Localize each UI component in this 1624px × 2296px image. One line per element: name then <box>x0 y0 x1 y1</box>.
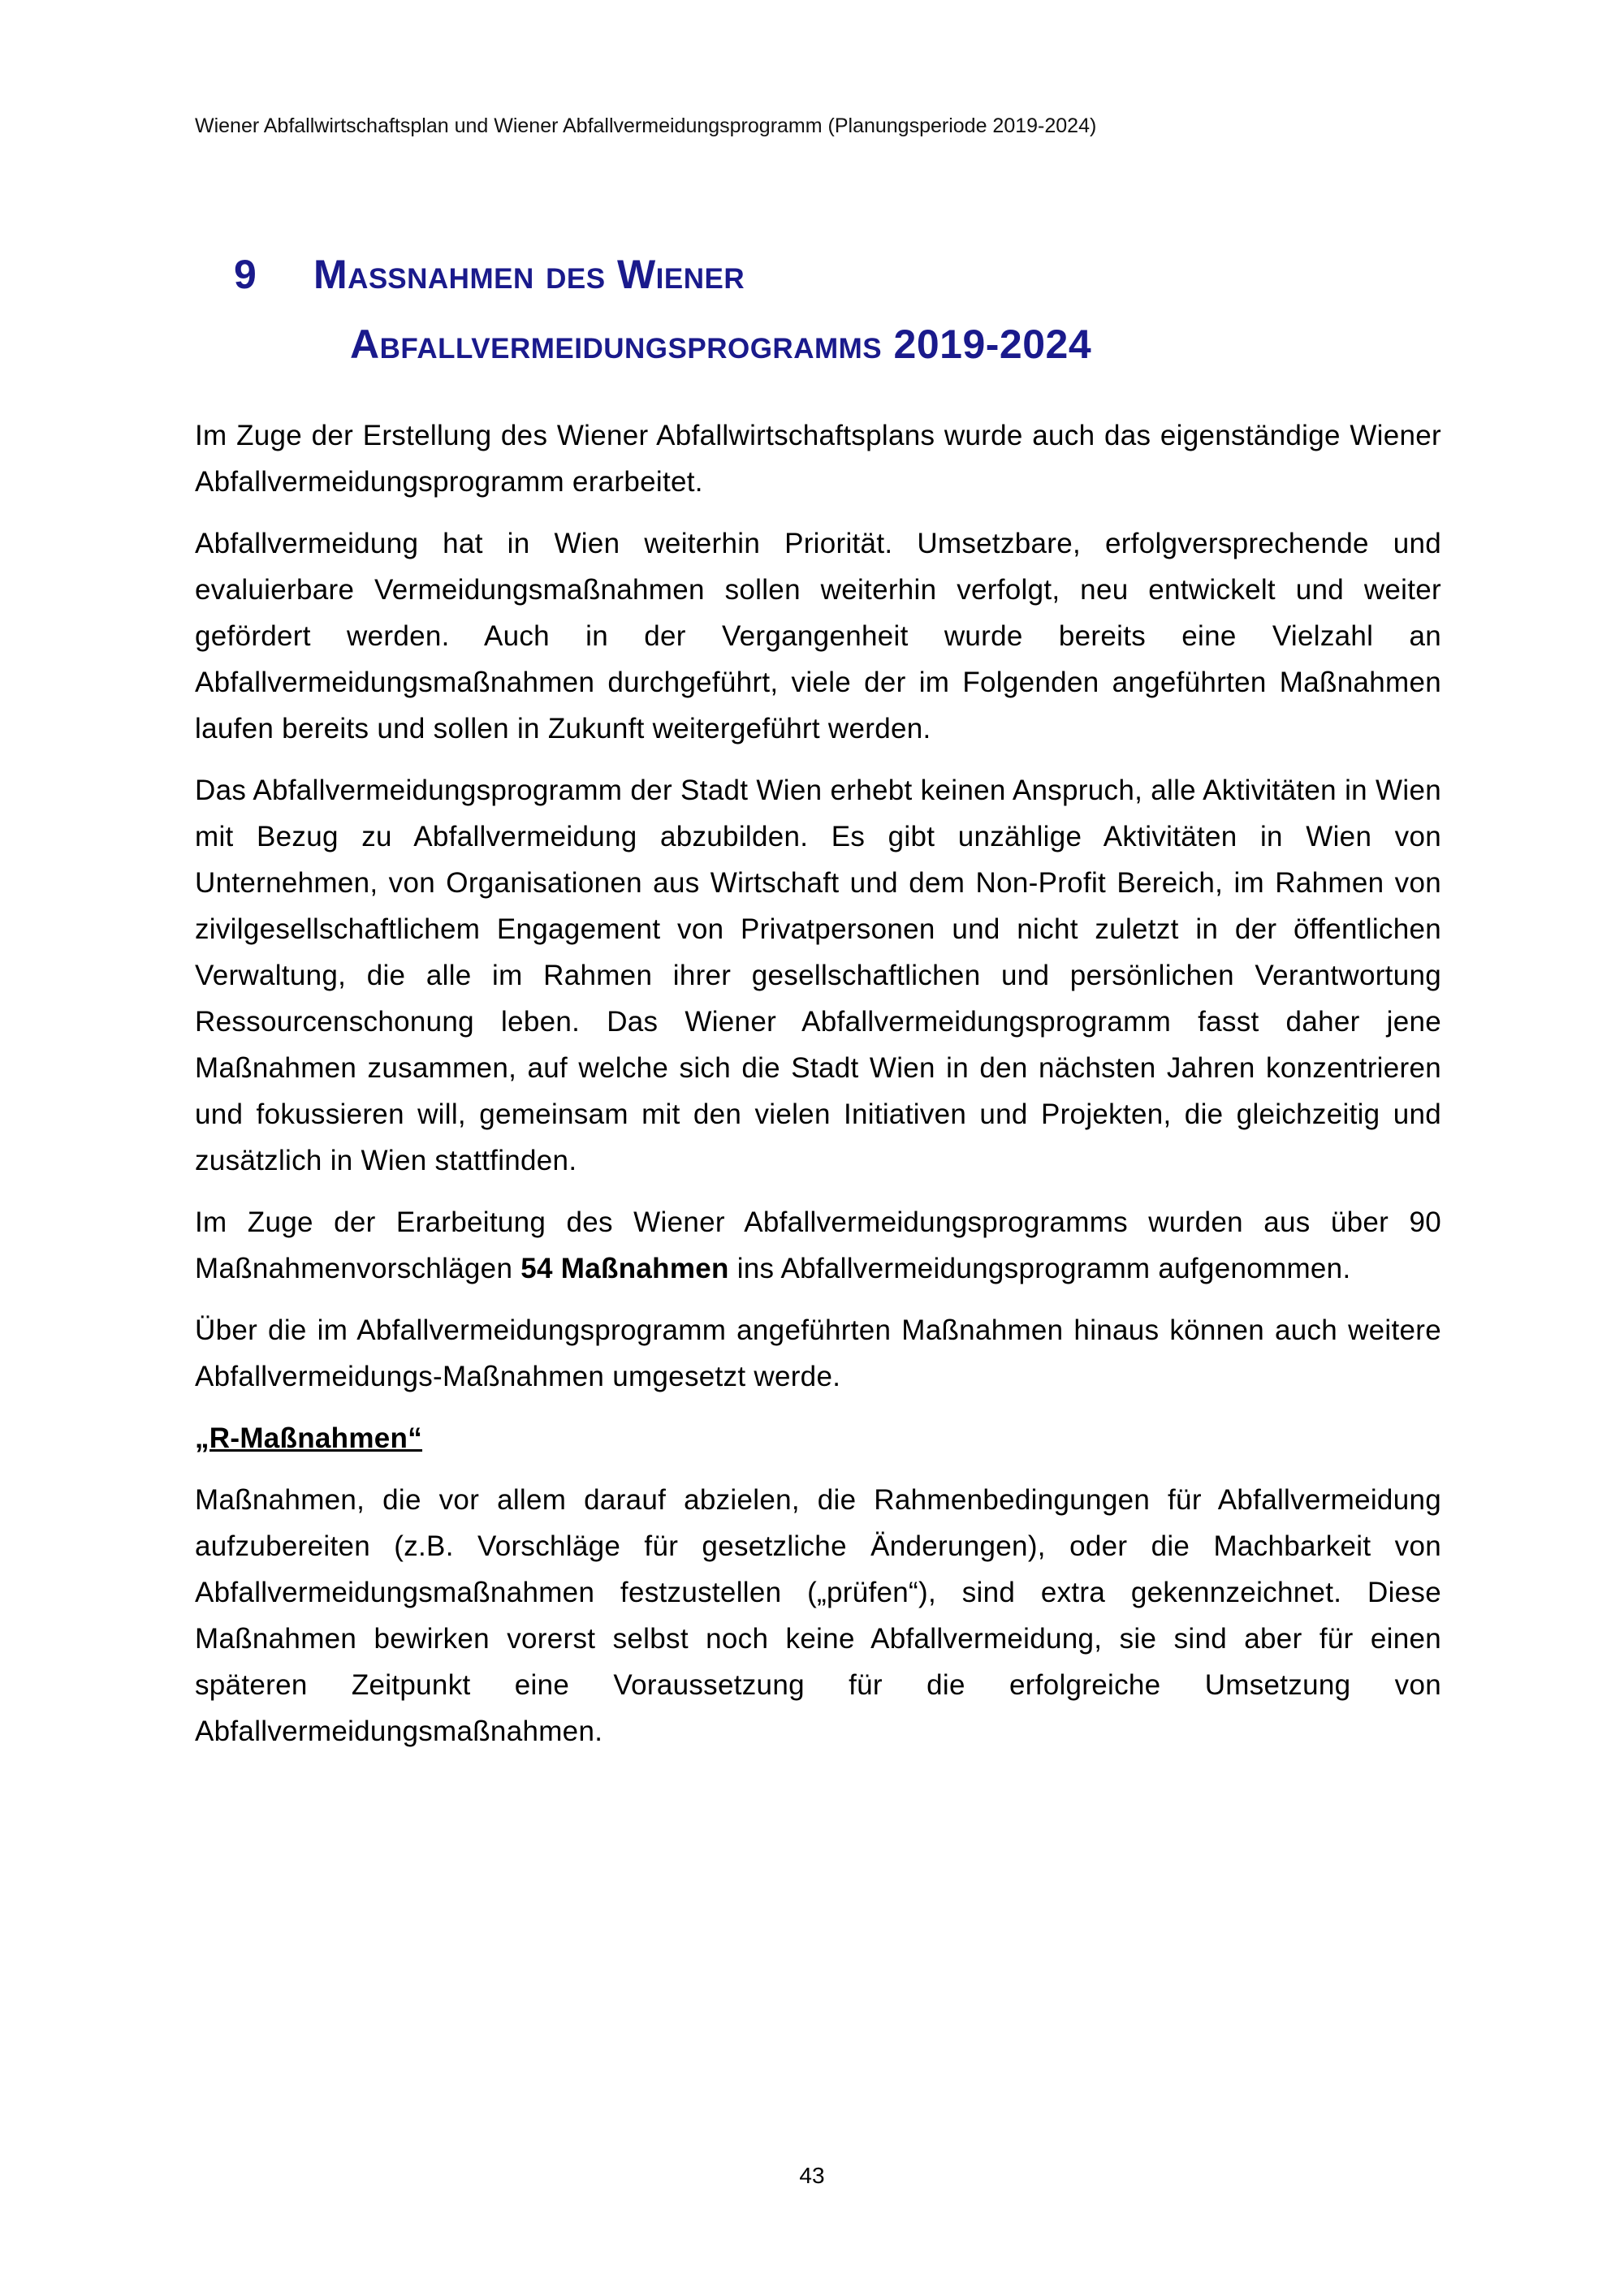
paragraph-priority: Abfallvermeidung hat in Wien weiterhin Priorität. Umsetzbare, erfolgversprechende und evaluierbare Vermeidungsmaßnahmen sollen weiterhin verfolgt, neu entwickelt und weiter gefördert werden. Auch in der Vergangenheit wurde bereits eine Vielzahl an Abfallvermeidungsmaßnahmen durchgeführt, viele der im Folgenden angeführten Maßnahmen laufen bereits und sollen in Zukunft weitergeführt werden. <box>195 528 1441 744</box>
paragraph-intro: Im Zuge der Erstellung des Wiener Abfallwirtschaftsplans wurde auch das eigenständige Wiener Abfallvermeidungsprogramm erarbeitet. <box>195 420 1441 498</box>
paragraph-r-measures: Maßnahmen, die vor allem darauf abzielen, die Rahmenbedingungen für Abfallvermeidung aufzubereiten (z.B. Vorschläge für gesetzliche Änderungen), oder die Machbarkeit von Abfallvermeidungsmaßnahmen festzustellen („prüfen“), sind extra gekennzeichnet. Diese Maßnahmen bewirken vorerst selbst noch keine Abfallvermeidung, sie sind aber für einen späteren Zeitpunkt eine Voraussetzung für die erfolgreiche Umsetzung von Abfallvermeidungsmaßnahmen. <box>195 1484 1441 1747</box>
paragraph-measure-count <box>195 1199 1441 1292</box>
page-number: 43 <box>799 2163 825 2188</box>
paragraph-additional: Über die im Abfallvermeidungsprogramm angeführten Maßnahmen hinaus können auch weitere Abfallvermeidungs-Maßnahmen umgesetzt werde. <box>195 1314 1441 1392</box>
measure-count-text-before: Im Zuge der Erarbeitung des Wiener Abfallvermeidungsprogramms wurden aus über 90 Maßnahmenvorschlägen <box>195 1206 1441 1284</box>
paragraph-scope: Das Abfallvermeidungsprogramm der Stadt Wien erhebt keinen Anspruch, alle Aktivitäten in Wien mit Bezug zu Abfallvermeidung abzubilden. Es gibt unzählige Aktivitäten in Wien von Unternehmen, von Organisationen aus Wirtschaft und dem Non-Profit Bereich, im Rahmen von zivilgesellschaftlichem Engagement von Privatpersonen und nicht zuletzt in der öffentlichen Verwaltung, die alle im Rahmen ihrer gesellschaftlichen und persönlichen Verantwortung Ressourcenschonung leben. Das Wiener Abfallvermeidungsprogramm fasst daher jene Maßnahmen zusammen, auf welche sich die Stadt Wien in den nächsten Jahren konzentrieren und fokussieren will, gemeinsam mit den vielen Initiativen und Projekten, die gleichzeitig und zusätzlich in Wien stattfinden. <box>195 775 1441 1176</box>
chapter-title-line-1: Maßnahmen des Wiener <box>313 252 745 297</box>
measure-count-bold: 54 Maßnahmen <box>520 1253 729 1284</box>
chapter-number: 9 <box>234 252 257 297</box>
chapter-title-line-2: Abfallvermeidungsprogramms 2019-2024 <box>350 322 1092 367</box>
running-header: Wiener Abfallwirtschaftsplan und Wiener Abfallvermeidungsprogramm (Planungsperiode 2019-2024) <box>195 114 1097 137</box>
body-text <box>195 412 1441 1770</box>
measure-count-text-after: ins Abfallvermeidungsprogramm aufgenommen. <box>728 1253 1351 1284</box>
subheading-r-measures: „R-Maßnahmen“ <box>195 1422 423 1454</box>
